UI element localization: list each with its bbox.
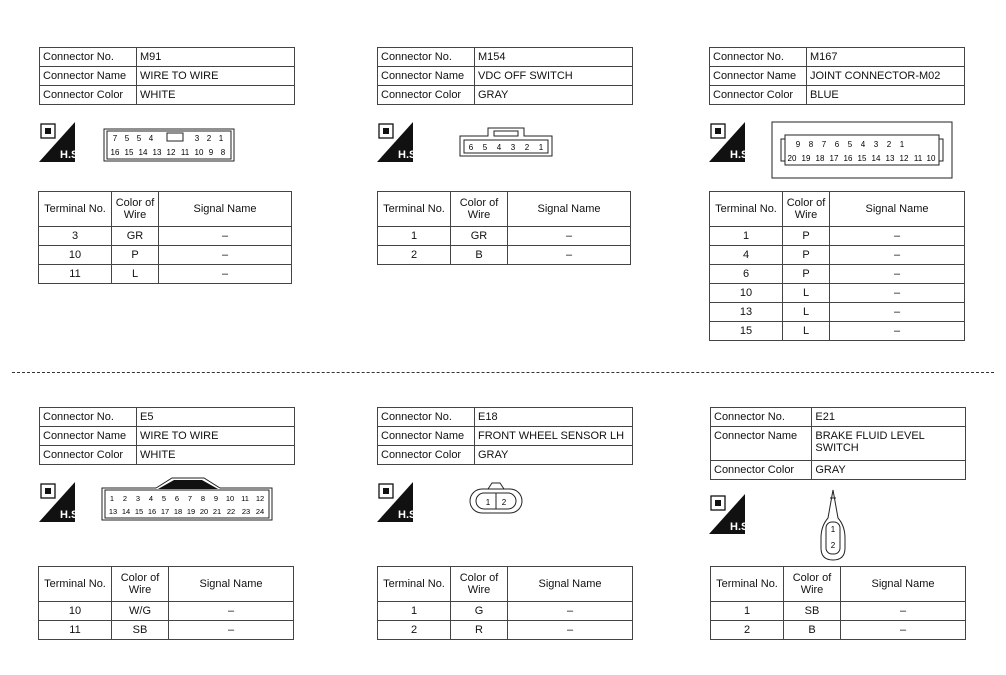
pin-label: 6 xyxy=(834,140,840,149)
connector-block-e18 xyxy=(377,407,633,465)
wire-color-header: Color of Wire xyxy=(112,567,169,602)
connector-no-label: Connector No. xyxy=(40,48,137,67)
pin-label: 1 xyxy=(899,140,905,149)
connector-info-table xyxy=(377,47,633,105)
pin-label: 15 xyxy=(124,148,134,157)
connector-no-label: Connector No. xyxy=(711,408,812,427)
terminal-no-header: Terminal No. xyxy=(710,192,783,227)
terminal-table-e18 xyxy=(377,566,633,640)
pin-label: 5 xyxy=(161,494,167,503)
connector-no-label: Connector No. xyxy=(378,408,475,427)
pin-label: 2 xyxy=(830,541,836,550)
connector-no-value: M91 xyxy=(137,48,295,67)
table-row: 2 B – xyxy=(711,621,966,640)
hs-icon xyxy=(377,482,420,522)
pin-label: 5 xyxy=(136,134,142,143)
connector-block-m154 xyxy=(377,47,633,105)
table-row: 6 P – xyxy=(710,265,965,284)
pin-label: 19 xyxy=(801,154,811,163)
pin-label: 11 xyxy=(913,154,923,163)
pin-label: 9 xyxy=(795,140,801,149)
pin-label: 14 xyxy=(121,507,131,516)
pin-label: 17 xyxy=(829,154,839,163)
connector-no-value: M167 xyxy=(807,48,965,67)
connector-diagram-m167 xyxy=(771,121,953,184)
table-row: 1 GR – xyxy=(378,227,631,246)
pin-label: 8 xyxy=(200,494,206,503)
connector-name-label: Connector Name xyxy=(710,67,807,86)
wire-color-header: Color of Wire xyxy=(784,567,841,602)
pin-label: 14 xyxy=(871,154,881,163)
pin-label: 7 xyxy=(187,494,193,503)
terminal-no-header: Terminal No. xyxy=(39,192,112,227)
connector-name-value: WIRE TO WIRE xyxy=(137,67,295,86)
table-row: 10 P – xyxy=(39,246,292,265)
connector-name-label: Connector Name xyxy=(711,427,812,461)
terminal-table-m167 xyxy=(709,191,965,341)
connector-color-value: GRAY xyxy=(475,446,633,465)
connector-name-value: FRONT WHEEL SENSOR LH xyxy=(475,427,633,446)
table-row: 1 P – xyxy=(710,227,965,246)
connector-info-table xyxy=(709,47,965,105)
table-row: 4 P – xyxy=(710,246,965,265)
wire-color-header: Color of Wire xyxy=(451,192,508,227)
wire-color-header: Color of Wire xyxy=(783,192,830,227)
connector-color-label: Connector Color xyxy=(710,86,807,105)
pin-label: 1 xyxy=(830,525,836,534)
pin-label: 9 xyxy=(213,494,219,503)
pin-label: 7 xyxy=(112,134,118,143)
pin-label: 16 xyxy=(110,148,120,157)
pin-label: 3 xyxy=(510,143,516,152)
connector-name-label: Connector Name xyxy=(40,67,137,86)
pin-label: 2 xyxy=(524,143,530,152)
pin-label: 10 xyxy=(926,154,936,163)
connector-name-value: BRAKE FLUID LEVEL SWITCH xyxy=(812,427,966,461)
terminal-no-header: Terminal No. xyxy=(711,567,784,602)
pin-label: 2 xyxy=(886,140,892,149)
table-row: 11 SB – xyxy=(39,621,294,640)
pin-label: 5 xyxy=(124,134,130,143)
connector-name-value: WIRE TO WIRE xyxy=(137,427,295,446)
signal-name-header: Signal Name xyxy=(830,192,965,227)
connector-info-table xyxy=(377,407,633,465)
pin-label: 23 xyxy=(241,507,251,516)
connector-no-value: E18 xyxy=(475,408,633,427)
connector-color-value: GRAY xyxy=(812,461,966,480)
table-row: 10 L – xyxy=(710,284,965,303)
pin-label: 13 xyxy=(108,507,118,516)
connector-diagram-m154 xyxy=(458,126,554,163)
pin-label: 18 xyxy=(173,507,183,516)
connector-color-label: Connector Color xyxy=(40,446,137,465)
hs-label: H.S. xyxy=(60,149,82,161)
hs-label: H.S. xyxy=(730,521,752,533)
pin-label: 6 xyxy=(468,143,474,152)
connector-name-label: Connector Name xyxy=(378,427,475,446)
pin-label: 19 xyxy=(186,507,196,516)
pin-label: 12 xyxy=(899,154,909,163)
connector-color-label: Connector Color xyxy=(378,86,475,105)
connector-color-label: Connector Color xyxy=(711,461,812,480)
connector-no-label: Connector No. xyxy=(40,408,137,427)
wire-color-header: Color of Wire xyxy=(451,567,508,602)
hs-icon xyxy=(39,482,82,522)
hs-icon xyxy=(39,122,82,162)
hs-label: H.S. xyxy=(398,149,420,161)
terminal-table-e5 xyxy=(38,566,294,640)
terminal-no-header: Terminal No. xyxy=(39,567,112,602)
connector-block-m91 xyxy=(39,47,295,105)
pin-label: 5 xyxy=(482,143,488,152)
pin-label: 4 xyxy=(148,134,154,143)
connector-name-label: Connector Name xyxy=(378,67,475,86)
connector-color-value: WHITE xyxy=(137,446,295,465)
terminal-table-e21 xyxy=(710,566,966,640)
pin-label: 3 xyxy=(194,134,200,143)
table-row: 15 L – xyxy=(710,322,965,341)
pin-label: 24 xyxy=(255,507,265,516)
hs-icon xyxy=(709,494,752,534)
connector-diagram-e21 xyxy=(818,488,848,567)
connector-name-label: Connector Name xyxy=(40,427,137,446)
table-row: 1 SB – xyxy=(711,602,966,621)
signal-name-header: Signal Name xyxy=(169,567,294,602)
connector-name-value: JOINT CONNECTOR-M02 xyxy=(807,67,965,86)
hs-label: H.S. xyxy=(398,509,420,521)
terminal-no-header: Terminal No. xyxy=(378,192,451,227)
table-row: 2 R – xyxy=(378,621,633,640)
pin-label: 4 xyxy=(148,494,154,503)
pin-label: 14 xyxy=(138,148,148,157)
connector-block-m167 xyxy=(709,47,965,105)
connector-no-value: E5 xyxy=(137,408,295,427)
wire-color-header: Color of Wire xyxy=(112,192,159,227)
pin-label: 11 xyxy=(241,494,249,503)
connector-color-label: Connector Color xyxy=(378,446,475,465)
connector-name-value: VDC OFF SWITCH xyxy=(475,67,633,86)
signal-name-header: Signal Name xyxy=(841,567,966,602)
hs-icon xyxy=(377,122,420,162)
pin-label: 5 xyxy=(847,140,853,149)
pin-label: 1 xyxy=(109,494,115,503)
pin-label: 9 xyxy=(208,148,214,157)
pin-label: 2 xyxy=(501,498,507,507)
table-row: 2 B – xyxy=(378,246,631,265)
connector-color-value: WHITE xyxy=(137,86,295,105)
pin-label: 4 xyxy=(860,140,866,149)
pin-label: 8 xyxy=(808,140,814,149)
pin-label: 15 xyxy=(134,507,144,516)
connector-color-label: Connector Color xyxy=(40,86,137,105)
pin-label: 17 xyxy=(160,507,170,516)
pin-label: 16 xyxy=(843,154,853,163)
table-row: 10 W/G – xyxy=(39,602,294,621)
section-divider xyxy=(12,372,994,373)
pin-label: 2 xyxy=(122,494,128,503)
pin-label: 1 xyxy=(538,143,544,152)
pin-label: 22 xyxy=(226,507,236,516)
pin-label: 18 xyxy=(815,154,825,163)
connector-color-value: GRAY xyxy=(475,86,633,105)
hs-icon xyxy=(709,122,752,162)
table-row: 13 L – xyxy=(710,303,965,322)
pin-label: 6 xyxy=(174,494,180,503)
pin-label: 8 xyxy=(220,148,226,157)
terminal-table-m91 xyxy=(38,191,292,284)
connector-diagram-e5 xyxy=(100,476,274,527)
connector-diagram-m91 xyxy=(103,128,235,167)
connector-block-e21 xyxy=(710,407,966,480)
table-row: 3 GR – xyxy=(39,227,292,246)
connector-info-table xyxy=(710,407,966,480)
pin-label: 21 xyxy=(212,507,222,516)
pin-label: 12 xyxy=(166,148,176,157)
pin-label: 7 xyxy=(821,140,827,149)
pin-label: 2 xyxy=(206,134,212,143)
connector-info-table xyxy=(39,407,295,465)
pin-label: 16 xyxy=(147,507,157,516)
connector-no-label: Connector No. xyxy=(378,48,475,67)
pin-label: 10 xyxy=(225,494,235,503)
pin-label: 12 xyxy=(255,494,265,503)
connector-no-label: Connector No. xyxy=(710,48,807,67)
pin-label: 4 xyxy=(496,143,502,152)
table-row: 1 G – xyxy=(378,602,633,621)
connector-no-value: M154 xyxy=(475,48,633,67)
table-row: 11 L – xyxy=(39,265,292,284)
connector-diagram-e18 xyxy=(468,481,524,520)
connector-color-value: BLUE xyxy=(807,86,965,105)
pin-label: 11 xyxy=(180,148,190,157)
pin-label: 3 xyxy=(873,140,879,149)
pin-label: 1 xyxy=(485,498,491,507)
hs-label: H.S. xyxy=(730,149,752,161)
connector-no-value: E21 xyxy=(812,408,966,427)
connector-info-table xyxy=(39,47,295,105)
signal-name-header: Signal Name xyxy=(159,192,292,227)
pin-label: 13 xyxy=(152,148,162,157)
pin-label: 13 xyxy=(885,154,895,163)
connector-block-e5 xyxy=(39,407,295,465)
pin-label: 15 xyxy=(857,154,867,163)
signal-name-header: Signal Name xyxy=(508,192,631,227)
terminal-no-header: Terminal No. xyxy=(378,567,451,602)
terminal-table-m154 xyxy=(377,191,631,265)
pin-label: 20 xyxy=(199,507,209,516)
pin-label: 10 xyxy=(194,148,204,157)
signal-name-header: Signal Name xyxy=(508,567,633,602)
hs-label: H.S. xyxy=(60,509,82,521)
pin-label: 20 xyxy=(787,154,797,163)
pin-label: 1 xyxy=(218,134,224,143)
pin-label: 3 xyxy=(135,494,141,503)
